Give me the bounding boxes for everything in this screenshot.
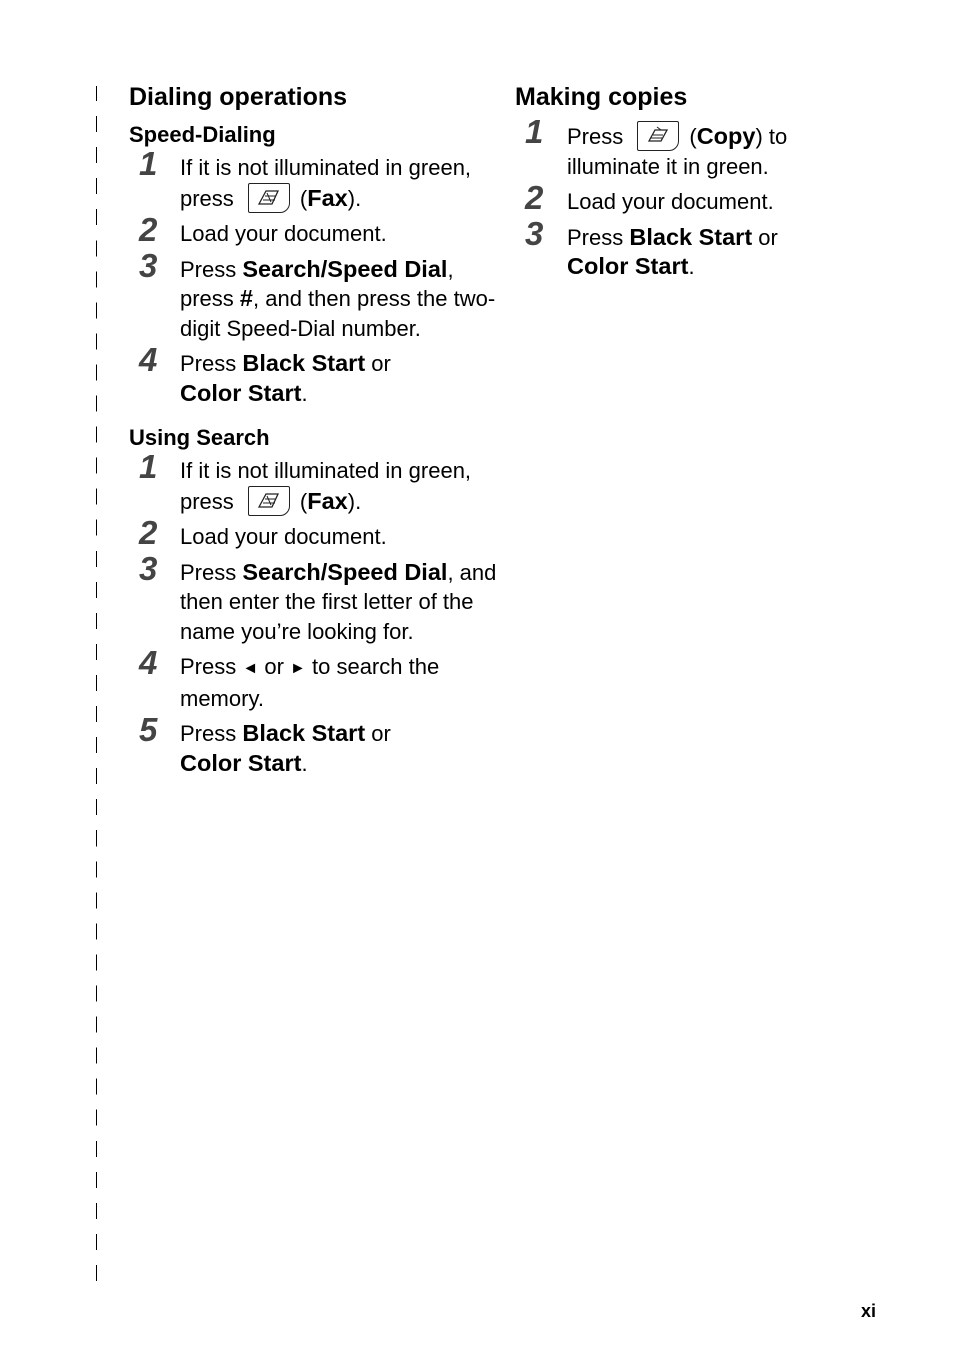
step-number: 4 [139,341,158,378]
fax-key-label: Fax [307,184,348,211]
step-number: 4 [139,644,158,681]
step-item [129,514,499,552]
step-number: 5 [139,711,158,748]
step-number: 1 [139,448,158,485]
making-copies-steps [515,113,845,282]
step-number: 3 [139,246,158,284]
step-text: Press [180,559,237,585]
period: . [688,254,695,279]
step-text: , and then enter the first letter of the name you’re looking for. [180,559,497,644]
search-speed-dial-key: Search/Speed Dial [242,255,448,282]
step-item [129,711,499,778]
step-text: Press [180,256,237,282]
step-item [129,644,499,713]
paren: ( [299,185,308,211]
step-item [129,145,499,213]
color-start-key: Color Start [180,379,302,406]
step-number: 2 [139,514,158,551]
step-item [129,211,499,249]
using-search-steps [129,448,499,778]
section-title-making-copies: Making copies [515,83,688,111]
step-text: Press [180,654,237,679]
paren: ). [347,488,362,514]
fax-key-icon [248,183,290,213]
step-number: 3 [525,214,544,252]
color-start-key: Color Start [567,253,689,279]
period: . [301,380,308,406]
step-item [129,549,499,647]
hash-key: # [239,285,253,311]
black-start-key: Black Start [629,223,753,250]
step-item [515,214,845,282]
step-number: 2 [525,179,544,216]
step-text: Load your document. [180,221,387,246]
step-number: 1 [139,145,158,182]
step-item [515,179,845,217]
search-speed-dial-key: Search/Speed Dial [242,558,448,585]
step-text: ) to illuminate it in green. [567,124,788,179]
step-text: Press [180,721,237,746]
step-item [129,341,499,408]
step-item [129,246,499,344]
subheading-using-search: Using Search [129,425,270,450]
speed-dialing-steps [129,145,499,408]
step-number: 2 [139,211,158,248]
step-text: Load your document. [567,189,774,214]
step-text: or [371,721,391,746]
step-number: 1 [525,113,544,150]
step-number: 3 [139,549,158,587]
step-text: Load your document. [180,524,387,549]
left-column [129,82,499,778]
step-text: Press [180,351,237,376]
paren: ). [347,185,362,211]
step-text: If it is not illuminated in green, press [180,155,472,211]
right-column [515,82,845,282]
subheading-speed-dialing: Speed-Dialing [129,122,276,147]
paren: ( [689,124,697,149]
step-text: or [758,224,778,250]
period: . [301,750,308,776]
step-text: or [264,654,284,679]
black-start-key: Black Start [242,720,366,746]
copy-key-label: Copy [696,123,756,149]
cut-guide-line [96,86,97,1290]
step-text: to search the memory. [180,654,440,711]
section-title-dialing: Dialing operations [129,83,348,111]
color-start-key: Color Start [180,749,302,776]
paren: ( [299,488,308,514]
page-number: xi [860,1301,876,1321]
step-item [129,448,499,516]
step-item [515,113,845,181]
fax-key-icon [248,486,290,516]
black-start-key: Black Start [242,350,366,376]
step-text: Press [567,124,624,149]
step-text: If it is not illuminated in green, press [180,458,472,514]
step-text: , and then press the two-digit Speed-Dial number. [180,286,496,341]
fax-key-label: Fax [307,487,348,514]
step-text: Press [567,224,624,250]
step-text: or [371,351,391,376]
step-text: , press [180,256,454,311]
left-arrow-icon: ◄ [242,660,259,677]
right-arrow-icon: ► [290,660,306,677]
copy-key-icon [637,121,679,151]
